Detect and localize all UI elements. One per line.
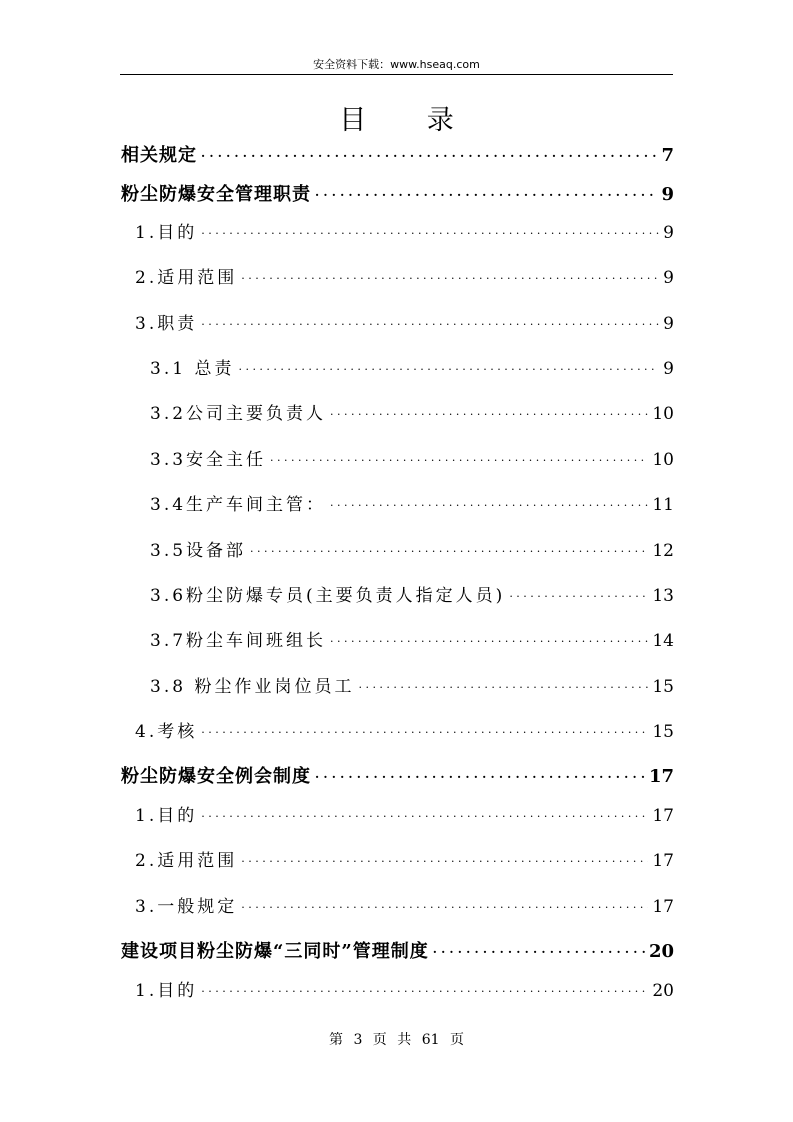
toc-entry-page-number: 7 xyxy=(661,145,674,166)
toc-dot-leader xyxy=(330,491,648,511)
toc-dot-leader xyxy=(315,762,645,783)
toc-entry-page-number: 10 xyxy=(652,450,674,470)
toc-dot-leader xyxy=(315,180,657,201)
toc-dot-leader xyxy=(241,264,659,284)
toc-entry[interactable] xyxy=(150,354,674,380)
toc-entry-label: 1.目的 xyxy=(135,981,198,1001)
toc-dot-leader xyxy=(201,802,648,822)
toc-entry-label: 粉尘防爆安全例会制度 xyxy=(121,766,311,787)
toc-entry-page-number: 9 xyxy=(661,184,674,205)
toc-entry-page-number: 15 xyxy=(652,677,674,697)
toc-entry[interactable] xyxy=(121,180,674,206)
toc-entry-label: 3.3安全主任 xyxy=(150,450,267,470)
toc-entry-label: 2.适用范围 xyxy=(135,268,238,288)
toc-entry[interactable] xyxy=(135,309,674,335)
toc-dot-leader xyxy=(330,400,648,420)
toc-entry-label: 3.职责 xyxy=(135,314,198,334)
toc-entry-page-number: 17 xyxy=(648,766,674,787)
toc-entry-label: 2.适用范围 xyxy=(135,851,238,871)
toc-entry[interactable] xyxy=(135,717,674,743)
toc-title: 目 录 xyxy=(339,105,480,136)
toc-entry[interactable] xyxy=(150,672,674,698)
toc-entry-page-number: 20 xyxy=(652,981,674,1001)
toc-dot-leader xyxy=(201,977,648,997)
toc-dot-leader xyxy=(358,673,648,693)
toc-entry[interactable] xyxy=(150,626,674,652)
toc-entry-page-number: 9 xyxy=(663,314,674,334)
toc-entry[interactable] xyxy=(150,581,674,607)
toc-entry-label: 建设项目粉尘防爆“三同时”管理制度 xyxy=(121,941,429,962)
page-footer: 第 3 页 共 61 页 xyxy=(329,1032,464,1048)
toc-entry[interactable] xyxy=(135,976,674,1002)
toc-entry-page-number: 9 xyxy=(663,359,674,379)
toc-entry-page-number: 10 xyxy=(652,404,674,424)
toc-entry-page-number: 14 xyxy=(652,631,674,651)
toc-dot-leader xyxy=(238,355,659,375)
toc-entry-label: 3.1 总责 xyxy=(150,359,235,379)
toc-dot-leader xyxy=(509,582,648,602)
toc-entry[interactable] xyxy=(135,892,674,918)
toc-entry-label: 3.一般规定 xyxy=(135,897,238,917)
toc-entry[interactable] xyxy=(150,445,674,471)
toc-dot-leader xyxy=(201,718,648,738)
toc-entry-page-number: 17 xyxy=(652,897,674,917)
toc-entry[interactable] xyxy=(121,141,674,167)
toc-entry-page-number: 9 xyxy=(663,223,674,243)
toc-entry-label: 3.8 粉尘作业岗位员工 xyxy=(150,677,355,697)
toc-entry-label: 3.6粉尘防爆专员(主要负责人指定人员) xyxy=(150,586,506,606)
page-header: 安全资料下载：www.hseaq.com xyxy=(313,58,480,71)
toc-dot-leader xyxy=(330,627,648,647)
toc-dot-leader xyxy=(250,537,648,557)
toc-entry-label: 3.4生产车间主管： xyxy=(150,495,327,515)
toc-entry-page-number: 13 xyxy=(652,586,674,606)
toc-entry-label: 粉尘防爆安全管理职责 xyxy=(121,184,311,205)
toc-entry-label: 1.目的 xyxy=(135,223,198,243)
toc-entry[interactable] xyxy=(135,263,674,289)
toc-entry[interactable] xyxy=(150,399,674,425)
toc-dot-leader xyxy=(433,937,645,958)
toc-entry[interactable] xyxy=(121,762,674,788)
toc-entry-label: 相关规定 xyxy=(121,145,197,166)
toc-entry-label: 3.5设备部 xyxy=(150,541,247,561)
toc-entry[interactable] xyxy=(121,937,674,963)
toc-entry-label: 4.考核 xyxy=(135,722,198,742)
toc-entry-label: 1.目的 xyxy=(135,806,198,826)
toc-entry[interactable] xyxy=(135,846,674,872)
toc-entry[interactable] xyxy=(150,536,674,562)
toc-entry-page-number: 15 xyxy=(652,722,674,742)
toc-entry-page-number: 9 xyxy=(663,268,674,288)
toc-dot-leader xyxy=(201,141,657,162)
toc-dot-leader xyxy=(241,893,648,913)
toc-entry-page-number: 11 xyxy=(652,495,674,515)
toc-entry-label: 3.7粉尘车间班组长 xyxy=(150,631,327,651)
toc-entry-page-number: 12 xyxy=(652,541,674,561)
toc-dot-leader xyxy=(201,310,659,330)
toc-dot-leader xyxy=(201,219,659,239)
toc-dot-leader xyxy=(270,446,648,466)
toc-entry-page-number: 17 xyxy=(652,806,674,826)
toc-dot-leader xyxy=(241,847,648,867)
toc-entry[interactable] xyxy=(150,490,674,516)
toc-entry-label: 3.2公司主要负责人 xyxy=(150,404,327,424)
toc-entry[interactable] xyxy=(135,801,674,827)
toc-entry[interactable] xyxy=(135,218,674,244)
toc-entry-page-number: 20 xyxy=(648,941,674,962)
toc-entry-page-number: 17 xyxy=(652,851,674,871)
